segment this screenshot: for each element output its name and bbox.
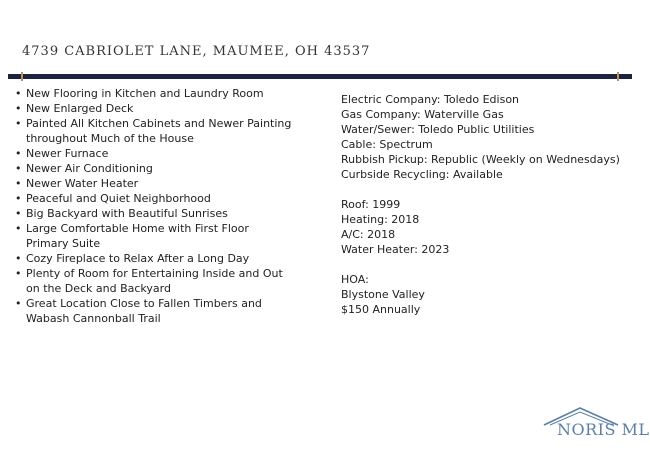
- feature-item: [14, 86, 314, 101]
- feature-text: Great Location Close to Fallen Timbers and: [26, 297, 262, 310]
- utility-line: Electric Company: Toledo Edison: [341, 93, 520, 106]
- bullet-icon: •: [15, 252, 22, 265]
- bullet-icon: •: [15, 87, 22, 100]
- hoa-line: Blystone Valley: [341, 288, 425, 301]
- feature-text: New Flooring in Kitchen and Laundry Room: [26, 87, 264, 100]
- utility-line: Water/Sewer: Toledo Public Utilities: [341, 123, 535, 136]
- property-info-column: [341, 92, 631, 317]
- utility-line: Rubbish Pickup: Republic (Weekly on Wednesdays): [341, 153, 620, 166]
- feature-item: [14, 296, 314, 326]
- bullet-icon: •: [15, 192, 22, 205]
- bullet-icon: •: [15, 177, 22, 190]
- feature-text: Primary Suite: [26, 237, 101, 250]
- feature-item: [14, 221, 314, 251]
- feature-text: Newer Air Conditioning: [26, 162, 153, 175]
- bullet-icon: •: [15, 117, 22, 130]
- feature-item: [14, 191, 314, 206]
- feature-text: Big Backyard with Beautiful Sunrises: [26, 207, 228, 220]
- feature-text: Peaceful and Quiet Neighborhood: [26, 192, 211, 205]
- bullet-icon: •: [15, 267, 22, 280]
- bullet-icon: •: [15, 147, 22, 160]
- system-age-line: Roof: 1999: [341, 198, 401, 211]
- hoa-line: HOA:: [341, 273, 369, 286]
- section-gap: [341, 257, 631, 272]
- bullet-icon: •: [15, 222, 22, 235]
- feature-text: Plenty of Room for Entertaining Inside and Out: [26, 267, 283, 280]
- feature-text: Large Comfortable Home with First Floor: [26, 222, 249, 235]
- feature-item: [14, 161, 314, 176]
- system-age-line: Heating: 2018: [341, 213, 420, 226]
- feature-item: [14, 101, 314, 116]
- feature-text: New Enlarged Deck: [26, 102, 134, 115]
- systems-section: [341, 197, 631, 257]
- system-age-line: Water Heater: 2023: [341, 243, 450, 256]
- hoa-section: [341, 272, 631, 317]
- bullet-icon: •: [15, 207, 22, 220]
- hoa-line: $150 Annually: [341, 303, 421, 316]
- divider-accent-right: [617, 72, 619, 81]
- listing-address-title: 4739 CABRIOLET LANE, MAUMEE, OH 43537: [22, 44, 371, 59]
- utilities-section: [341, 92, 631, 182]
- feature-text: throughout Much of the House: [26, 132, 194, 145]
- feature-item: [14, 266, 314, 296]
- bullet-icon: •: [15, 162, 22, 175]
- feature-text: Newer Furnace: [26, 147, 109, 160]
- feature-item: [14, 116, 314, 146]
- feature-text: Newer Water Heater: [26, 177, 139, 190]
- divider-accent-left: [21, 72, 23, 81]
- logo-text: NORIS ML: [557, 420, 650, 439]
- feature-item: [14, 251, 314, 266]
- header-divider: [8, 72, 632, 80]
- feature-text: on the Deck and Backyard: [26, 282, 171, 295]
- feature-item: [14, 206, 314, 221]
- noris-mls-logo: [540, 406, 650, 442]
- section-gap: [341, 182, 631, 197]
- bullet-icon: •: [15, 102, 22, 115]
- feature-text: Painted All Kitchen Cabinets and Newer Painting: [26, 117, 292, 130]
- divider-bar: [8, 74, 632, 79]
- feature-text: Cozy Fireplace to Relax After a Long Day: [26, 252, 250, 265]
- utility-line: Cable: Spectrum: [341, 138, 433, 151]
- features-list: [14, 86, 314, 326]
- system-age-line: A/C: 2018: [341, 228, 396, 241]
- utility-line: Gas Company: Waterville Gas: [341, 108, 504, 121]
- utility-line: Curbside Recycling: Available: [341, 168, 503, 181]
- bullet-icon: •: [15, 297, 22, 310]
- feature-item: [14, 146, 314, 161]
- feature-text: Wabash Cannonball Trail: [26, 312, 161, 325]
- feature-item: [14, 176, 314, 191]
